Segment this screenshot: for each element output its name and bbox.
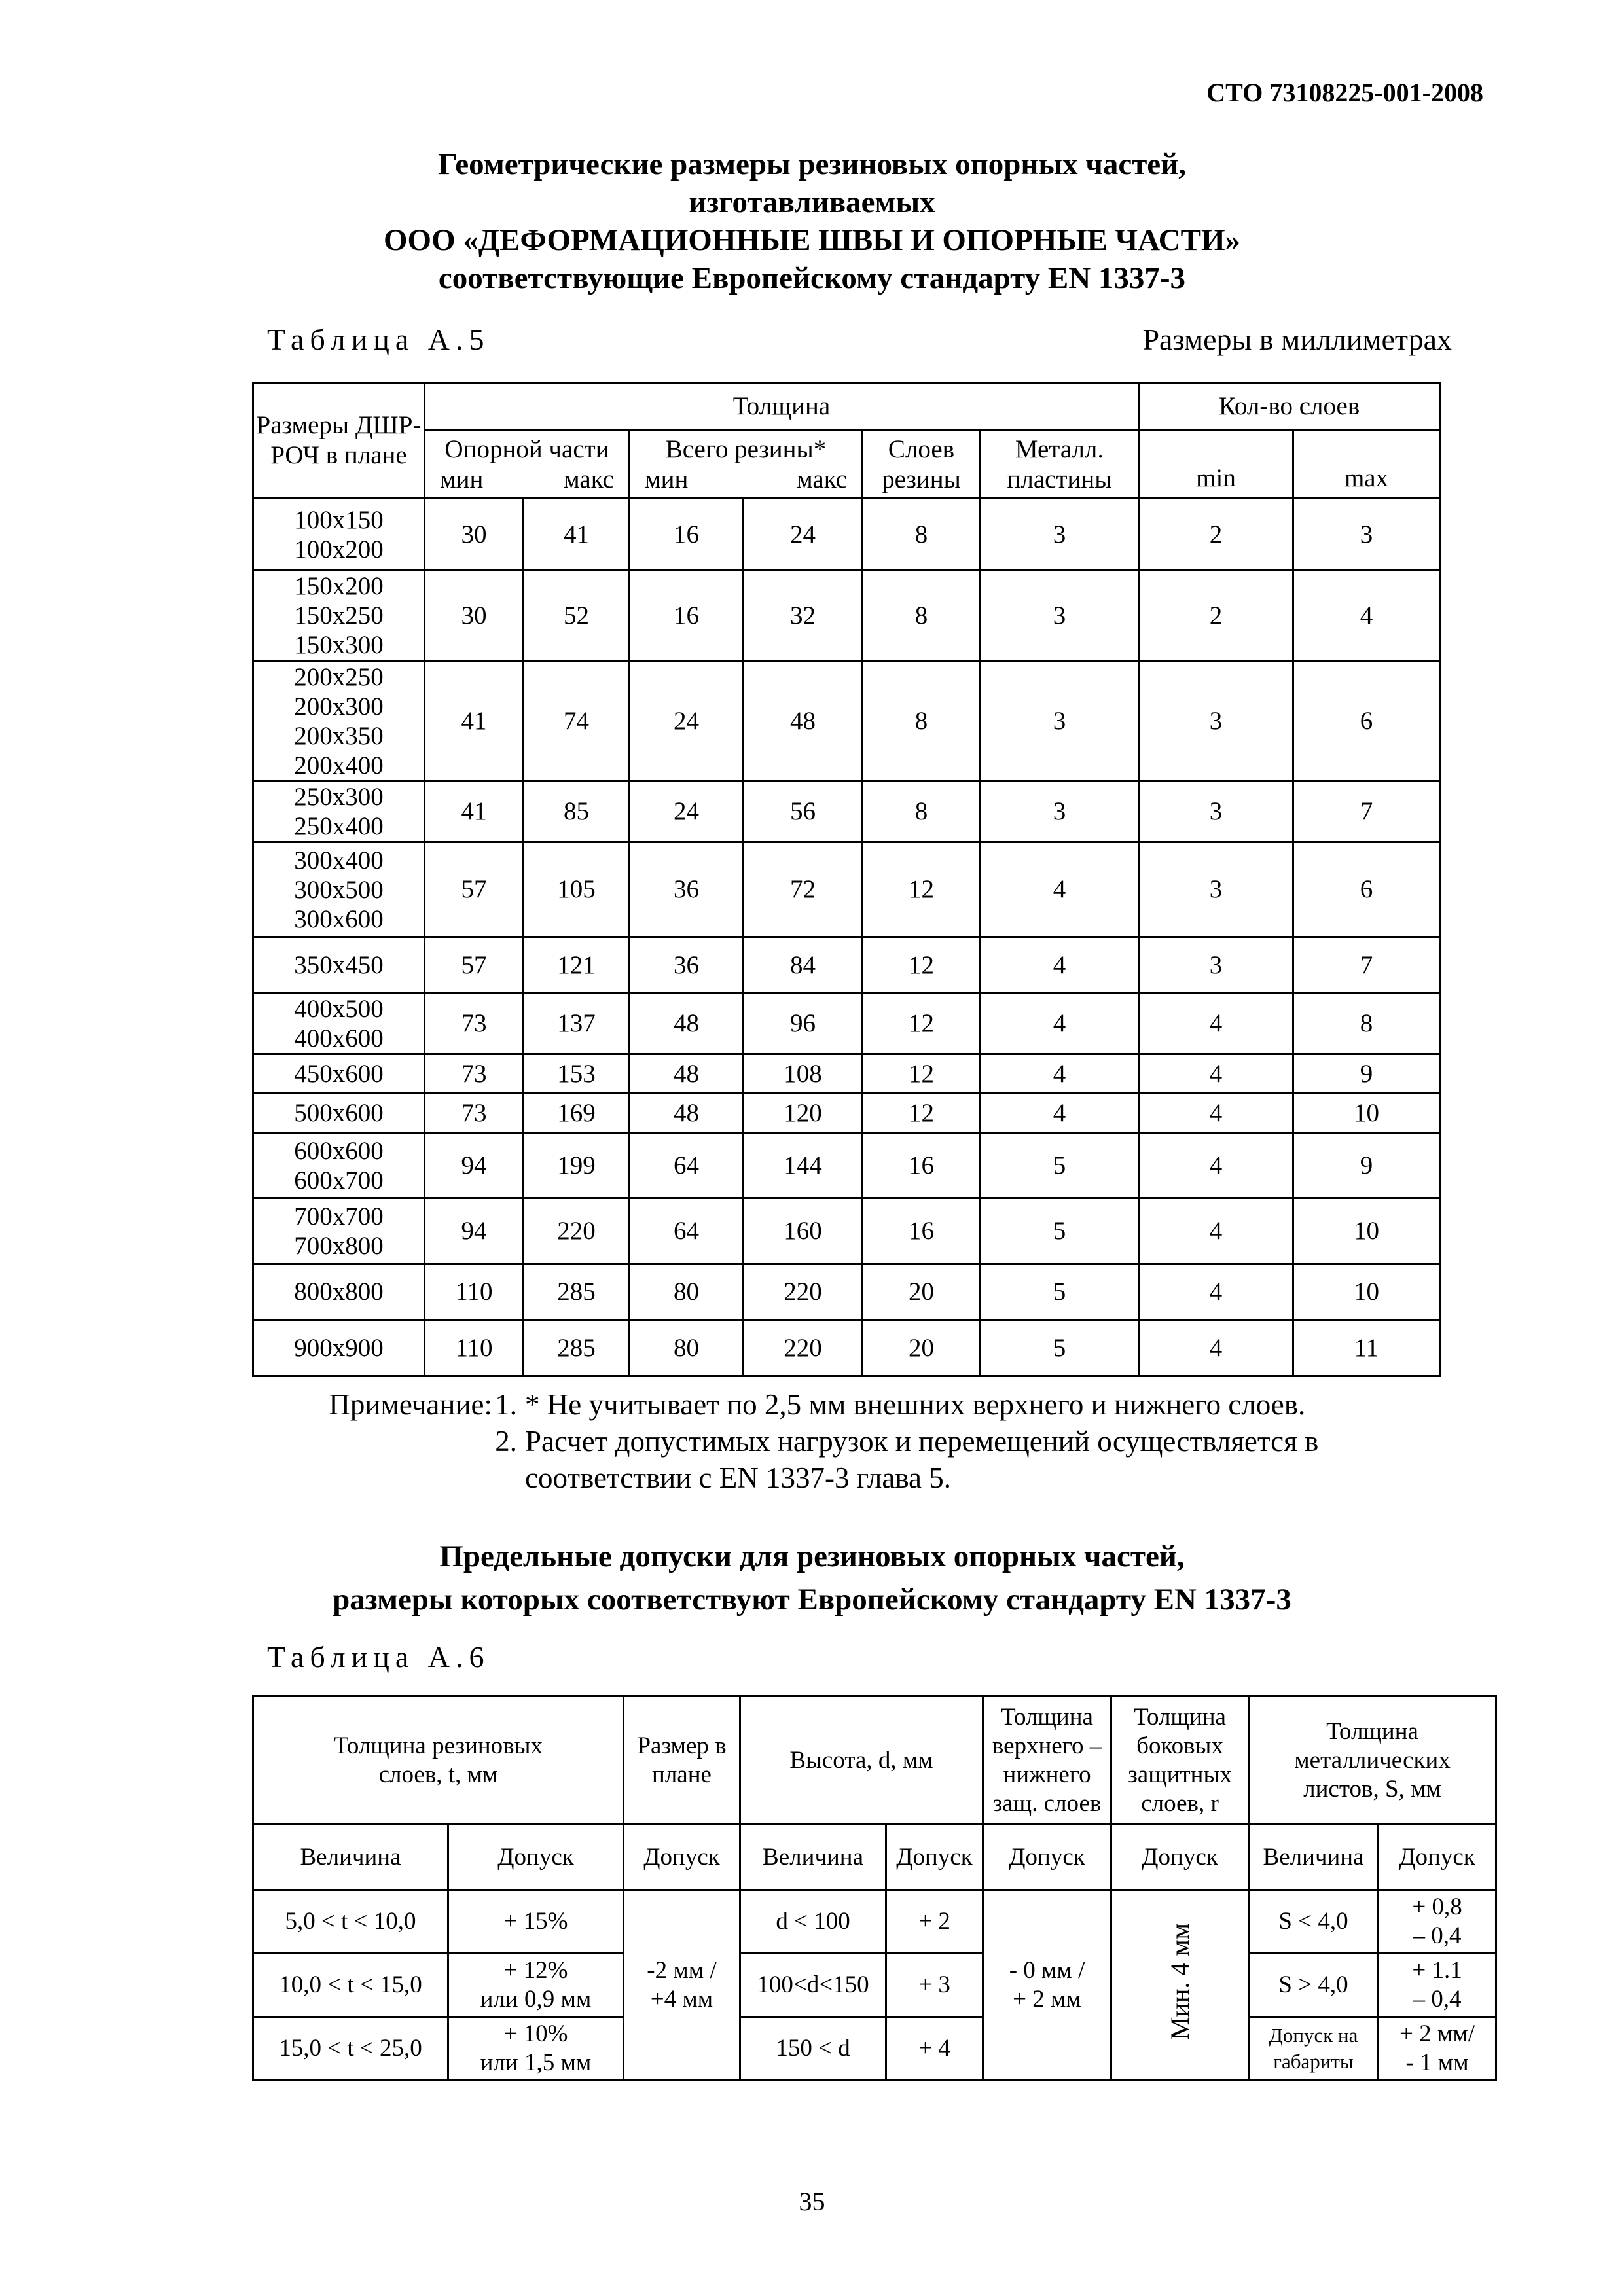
- header-metal-plates: [981, 431, 1139, 499]
- cell-value: 3: [1139, 842, 1293, 937]
- cell-value: 121: [524, 937, 630, 994]
- cell-value: 12: [863, 937, 981, 994]
- tolerances-title: [0, 1535, 1624, 1621]
- table-row: [253, 1054, 1440, 1094]
- cell-value: 48: [630, 1054, 744, 1094]
- a6-sub-value: Величина: [740, 1825, 886, 1890]
- cell-value: 12: [863, 842, 981, 937]
- a6-d-value: 100<d<150: [740, 1954, 886, 2017]
- a6-sub-tolerance: Допуск: [1111, 1825, 1249, 1890]
- cell-value: 36: [630, 937, 744, 994]
- a6-side-tolerance: [1111, 1890, 1249, 2081]
- cell-sizes: 600x600 600x700: [253, 1133, 425, 1198]
- cell-sizes: 800x800: [253, 1264, 425, 1320]
- cell-value: 199: [524, 1133, 630, 1198]
- notes-label-spacer: [291, 1423, 492, 1496]
- cell-value: 73: [425, 994, 524, 1054]
- table-row: [253, 1264, 1440, 1320]
- cell-value: 137: [524, 994, 630, 1054]
- cell-value: 4: [1139, 1264, 1293, 1320]
- cell-value: 3: [981, 571, 1139, 661]
- a6-header-top-bottom: Толщина верхнего – нижнего защ. слоев: [983, 1696, 1111, 1825]
- cell-value: 10: [1293, 1264, 1440, 1320]
- a6-s-tolerance: + 1.1 – 0,4: [1379, 1954, 1496, 2017]
- a6-t-value: 5,0 < t < 10,0: [253, 1890, 448, 1954]
- cell-value: 3: [1139, 781, 1293, 842]
- cell-value: 94: [425, 1133, 524, 1198]
- a6-s-value: Допуск на габариты: [1249, 2017, 1379, 2081]
- a6-d-value: d < 100: [740, 1890, 886, 1954]
- cell-sizes: 250x300 250x400: [253, 781, 425, 842]
- cell-value: 105: [524, 842, 630, 937]
- cell-value: 96: [744, 994, 863, 1054]
- cell-sizes: 200x250 200x300 200x350 200x400: [253, 661, 425, 781]
- cell-value: 56: [744, 781, 863, 842]
- cell-value: 16: [630, 571, 744, 661]
- cell-sizes: 900x900: [253, 1320, 425, 1376]
- cell-value: 110: [425, 1320, 524, 1376]
- header-sizes: Размеры ДШР-РОЧ в плане: [253, 383, 425, 499]
- table-row: [253, 1320, 1440, 1376]
- cell-value: 80: [630, 1320, 744, 1376]
- a6-s-value: S < 4,0: [1249, 1890, 1379, 1954]
- cell-value: 41: [425, 661, 524, 781]
- cell-sizes: 300x400 300x500 300x600: [253, 842, 425, 937]
- cell-value: 74: [524, 661, 630, 781]
- table-a5-caption: Таблица А.5: [267, 323, 490, 356]
- cell-value: 4: [981, 1054, 1139, 1094]
- cell-sizes: 500x600: [253, 1094, 425, 1133]
- cell-value: 64: [630, 1198, 744, 1264]
- header-rubber-layers: [863, 431, 981, 499]
- cell-value: 12: [863, 1094, 981, 1133]
- cell-value: 160: [744, 1198, 863, 1264]
- a6-s-value: S > 4,0: [1249, 1954, 1379, 2017]
- cell-value: 30: [425, 571, 524, 661]
- a6-sub-tolerance: Допуск: [1379, 1825, 1496, 1890]
- cell-value: 3: [981, 781, 1139, 842]
- cell-value: 32: [744, 571, 863, 661]
- table-row: [253, 842, 1440, 937]
- document-title: [0, 145, 1624, 297]
- notes: [291, 1386, 1318, 1496]
- note-2: [291, 1423, 1318, 1496]
- note-1: [291, 1386, 1318, 1423]
- cell-value: 4: [1293, 571, 1440, 661]
- a6-header-metal: Толщина металлических листов, S, мм: [1249, 1696, 1496, 1825]
- a6-sub-tolerance: Допуск: [886, 1825, 983, 1890]
- table-row: [253, 661, 1440, 781]
- title-line-2: изготавливаемых: [689, 185, 935, 219]
- cell-value: 41: [524, 499, 630, 571]
- header-max: макс: [563, 465, 614, 493]
- a6-sub-tolerance: Допуск: [624, 1825, 740, 1890]
- cell-value: 220: [524, 1198, 630, 1264]
- table-row: [253, 499, 1440, 571]
- cell-value: 3: [1293, 499, 1440, 571]
- cell-value: 108: [744, 1054, 863, 1094]
- cell-value: 24: [630, 661, 744, 781]
- table-a6: [252, 1695, 1497, 2081]
- title-line-1: Геометрические размеры резиновых опорных частей,: [437, 147, 1187, 181]
- cell-value: 4: [981, 842, 1139, 937]
- cell-value: 6: [1293, 842, 1440, 937]
- table-row: [253, 1133, 1440, 1198]
- cell-value: 169: [524, 1094, 630, 1133]
- note-1-number: 1.: [495, 1388, 517, 1421]
- header-bearing: [425, 431, 630, 499]
- a6-sub-value: Величина: [1249, 1825, 1379, 1890]
- cell-value: 57: [425, 842, 524, 937]
- note-2-number: 2.: [495, 1425, 517, 1458]
- cell-value: 6: [1293, 661, 1440, 781]
- cell-value: 5: [981, 1320, 1139, 1376]
- cell-value: 4: [1139, 1320, 1293, 1376]
- a6-t-value: 10,0 < t < 15,0: [253, 1954, 448, 2017]
- cell-value: 8: [863, 661, 981, 781]
- cell-value: 16: [863, 1133, 981, 1198]
- cell-value: 9: [1293, 1054, 1440, 1094]
- cell-value: 3: [981, 499, 1139, 571]
- cell-value: 220: [744, 1264, 863, 1320]
- header-rubber-minmax: [630, 465, 861, 495]
- cell-value: 10: [1293, 1198, 1440, 1264]
- table-a6-caption: Таблица А.6: [267, 1640, 490, 1674]
- header-layers-min: min: [1139, 431, 1293, 499]
- cell-value: 12: [863, 994, 981, 1054]
- cell-value: 41: [425, 781, 524, 842]
- cell-value: 48: [630, 1094, 744, 1133]
- cell-value: 57: [425, 937, 524, 994]
- table-row: [253, 937, 1440, 994]
- header-min: мин: [440, 465, 484, 493]
- cell-value: 8: [863, 571, 981, 661]
- table-row: [253, 1198, 1440, 1264]
- a6-row: [253, 2017, 1496, 2081]
- cell-value: 52: [524, 571, 630, 661]
- cell-value: 24: [744, 499, 863, 571]
- cell-value: 73: [425, 1054, 524, 1094]
- cell-value: 144: [744, 1133, 863, 1198]
- cell-value: 30: [425, 499, 524, 571]
- page-number: 35: [799, 2187, 825, 2216]
- header-rubber-total: [630, 431, 863, 499]
- note-2-text: Расчет допустимых нагрузок и перемещений осуществляется в соответствии с EN 1337-3 глава 5.: [525, 1425, 1319, 1494]
- table-row: [253, 1094, 1440, 1133]
- title-line-4: соответствующие Европейскому стандарту EN 1337-3: [438, 261, 1186, 295]
- a6-d-tolerance: + 2: [886, 1890, 983, 1954]
- header-metal-plates-label: Металл. пластины: [1007, 435, 1112, 493]
- document-code: СТО 73108225-001-2008: [1206, 78, 1483, 107]
- cell-value: 285: [524, 1264, 630, 1320]
- a6-t-tolerance: + 12% или 0,9 мм: [448, 1954, 624, 2017]
- a6-top-bottom-tolerance: - 0 мм / + 2 мм: [983, 1890, 1111, 2081]
- header-thickness: Толщина: [425, 383, 1139, 431]
- a6-t-value: 15,0 < t < 25,0: [253, 2017, 448, 2081]
- cell-value: 4: [981, 994, 1139, 1054]
- cell-sizes: 150x200 150x250 150x300: [253, 571, 425, 661]
- a6-header-height: Высота, d, мм: [740, 1696, 983, 1825]
- cell-value: 48: [744, 661, 863, 781]
- cell-value: 4: [1139, 1054, 1293, 1094]
- cell-value: 4: [981, 937, 1139, 994]
- cell-value: 36: [630, 842, 744, 937]
- cell-value: 20: [863, 1264, 981, 1320]
- table-row: [253, 571, 1440, 661]
- cell-value: 285: [524, 1320, 630, 1376]
- note-1-text: * Не учитывает по 2,5 мм внешних верхнего и нижнего слоев.: [525, 1388, 1306, 1421]
- a6-d-value: 150 < d: [740, 2017, 886, 2081]
- a6-row: [253, 1890, 1496, 1954]
- a6-sub-value: Величина: [253, 1825, 448, 1890]
- title-line-3: ООО «ДЕФОРМАЦИОННЫЕ ШВЫ И ОПОРНЫЕ ЧАСТИ»: [383, 223, 1241, 257]
- cell-value: 3: [981, 661, 1139, 781]
- cell-value: 8: [1293, 994, 1440, 1054]
- cell-value: 4: [1139, 1133, 1293, 1198]
- a6-d-tolerance: + 4: [886, 2017, 983, 2081]
- cell-value: 220: [744, 1320, 863, 1376]
- cell-value: 5: [981, 1264, 1139, 1320]
- cell-value: 16: [630, 499, 744, 571]
- cell-value: 7: [1293, 781, 1440, 842]
- cell-value: 16: [863, 1198, 981, 1264]
- units-label: Размеры в миллиметрах: [1142, 323, 1452, 356]
- a6-header-plan-size: Размер в плане: [624, 1696, 740, 1825]
- cell-sizes: 700x700 700x800: [253, 1198, 425, 1264]
- cell-value: 10: [1293, 1094, 1440, 1133]
- a6-s-tolerance: + 0,8 – 0,4: [1379, 1890, 1496, 1954]
- a6-header-side: Толщина боковых защитных слоев, r: [1111, 1696, 1249, 1825]
- a6-s-tolerance: + 2 мм/ - 1 мм: [1379, 2017, 1496, 2081]
- header-layer-count: Кол-во слоев: [1139, 383, 1440, 431]
- cell-sizes: 100x150 100x200: [253, 499, 425, 571]
- cell-sizes: 350x450: [253, 937, 425, 994]
- cell-value: 110: [425, 1264, 524, 1320]
- cell-value: 8: [863, 499, 981, 571]
- cell-value: 12: [863, 1054, 981, 1094]
- cell-value: 20: [863, 1320, 981, 1376]
- cell-sizes: 400x500 400x600: [253, 994, 425, 1054]
- cell-value: 4: [1139, 994, 1293, 1054]
- cell-value: 72: [744, 842, 863, 937]
- notes-label: Примечание:: [329, 1388, 492, 1421]
- a6-side-tolerance-text: Мин. 4 мм: [1164, 1922, 1195, 2040]
- cell-value: 2: [1139, 571, 1293, 661]
- header-bearing-label: Опорной части: [444, 435, 609, 463]
- tolerances-title-line-2: размеры которых соответствуют Европейскому стандарту EN 1337-3: [333, 1583, 1291, 1617]
- cell-value: 48: [630, 994, 744, 1054]
- a6-plan-tolerance: -2 мм / +4 мм: [624, 1890, 740, 2081]
- a6-sub-tolerance: Допуск: [983, 1825, 1111, 1890]
- header-min: мин: [645, 465, 689, 493]
- cell-value: 3: [1139, 937, 1293, 994]
- a6-d-tolerance: + 3: [886, 1954, 983, 2017]
- cell-value: 3: [1139, 661, 1293, 781]
- header-rubber-layers-label: Слоев резины: [882, 435, 961, 493]
- cell-value: 84: [744, 937, 863, 994]
- cell-value: 9: [1293, 1133, 1440, 1198]
- cell-value: 80: [630, 1264, 744, 1320]
- header-bearing-minmax: [425, 465, 628, 495]
- cell-value: 94: [425, 1198, 524, 1264]
- cell-sizes: 450x600: [253, 1054, 425, 1094]
- cell-value: 24: [630, 781, 744, 842]
- cell-value: 4: [1139, 1198, 1293, 1264]
- cell-value: 4: [1139, 1094, 1293, 1133]
- cell-value: 5: [981, 1133, 1139, 1198]
- cell-value: 5: [981, 1198, 1139, 1264]
- a6-sub-tolerance: Допуск: [448, 1825, 624, 1890]
- a6-t-tolerance: + 15%: [448, 1890, 624, 1954]
- a6-row: [253, 1954, 1496, 2017]
- header-max: макс: [796, 465, 847, 493]
- header-rubber-total-label: Всего резины*: [665, 435, 827, 463]
- cell-value: 2: [1139, 499, 1293, 571]
- table-row: [253, 994, 1440, 1054]
- table-row: [253, 781, 1440, 842]
- cell-value: 64: [630, 1133, 744, 1198]
- a6-t-tolerance: + 10% или 1,5 мм: [448, 2017, 624, 2081]
- a6-header-rubber-thickness: Толщина резиновых слоев, t, мм: [253, 1696, 624, 1825]
- cell-value: 4: [981, 1094, 1139, 1133]
- cell-value: 120: [744, 1094, 863, 1133]
- cell-value: 7: [1293, 937, 1440, 994]
- cell-value: 85: [524, 781, 630, 842]
- cell-value: 153: [524, 1054, 630, 1094]
- header-layers-max: max: [1293, 431, 1440, 499]
- cell-value: 11: [1293, 1320, 1440, 1376]
- cell-value: 73: [425, 1094, 524, 1133]
- cell-value: 8: [863, 781, 981, 842]
- tolerances-title-line-1: Предельные допуски для резиновых опорных частей,: [439, 1539, 1185, 1573]
- table-a5: [252, 382, 1441, 1377]
- table-a5-body: [253, 499, 1440, 1376]
